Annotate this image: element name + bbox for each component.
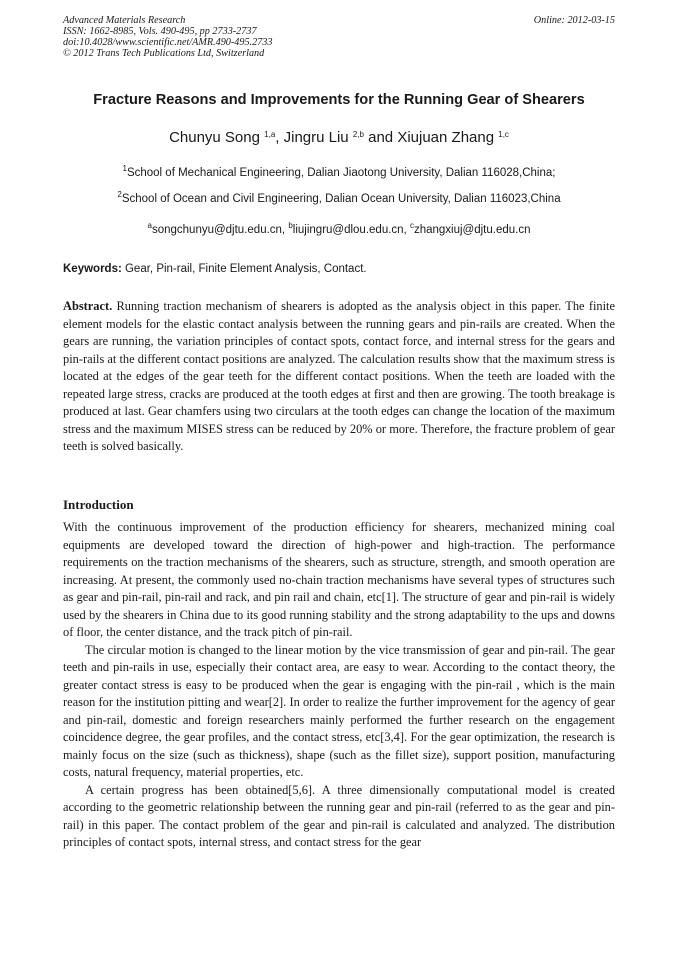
page-header: [63, 15, 615, 59]
author-affil-mark: 1,c: [498, 130, 509, 139]
email-link[interactable]: liujingru@dlou.edu.cn,: [292, 224, 410, 236]
affiliation-mark: 1: [122, 164, 127, 173]
doi-line: doi:10.4028/www.scientific.net/AMR.490-495.2733: [63, 37, 273, 48]
affiliation-2: [0, 190, 678, 205]
author-affil-mark: 1,a: [264, 130, 276, 139]
paper-title: Fracture Reasons and Improvements for the Running Gear of Shearers: [93, 92, 585, 108]
keywords-label: Keywords:: [63, 263, 122, 275]
email-mark: a: [147, 221, 152, 230]
affiliation-mark: 2: [117, 190, 122, 199]
email-mark: b: [288, 221, 293, 230]
author-name: Xiujuan Zhang: [397, 129, 495, 146]
email-list: [0, 221, 678, 236]
keywords-text: Gear, Pin-rail, Finite Element Analysis, Contact.: [121, 263, 367, 275]
paragraph: The circular motion is changed to the linear motion by the vice transmission of gear and pin-rail. The gear teeth and pin-rails in use, especially their contact area, are easy to wear. According to the contact theory, the greater contact stress is easy to be produced when the gear is engaging with the pin-rail , which is the main reason for the institution pitting and wear[2]. In order to realize the further improvement for the agency of gear and pin-rail, domestic and foreign researchers mainly performed the further research on the engagement coincidence degree, the gear profiles, and the contact stress, etc[3,4]. For the gear optimization, the research is mainly focus on the size (such as thickness), shape (such as the fillet size), support position, manufacturing costs, natural frequency, material properties, etc.: [63, 642, 615, 779]
online-date: Online: 2012-03-15: [533, 15, 615, 26]
affiliation-text: School of Ocean and Civil Engineering, Dalian Ocean University, Dalian 116023,China: [121, 193, 561, 205]
paragraph: A certain progress has been obtained[5,6]. A three dimensionally computational model is created according to the geometric relationship between the running gear and pin-rail (referred to as the gear and pin-rail) in this paper. The contact problem of the gear and pin-rail is calculated and analyzed. The distribution principles of contact spots, internal stress, and contact stress for the gear: [63, 782, 615, 849]
affiliation-1: [0, 164, 678, 179]
email-mark: c: [409, 221, 414, 230]
introduction-section: [63, 519, 615, 852]
paragraph: With the continuous improvement of the production efficiency for shearers, mechanized mining coal equipments are developed toward the direction of high-power and high-traction. The performance requirements on the traction mechanisms of the shearers, such as structure, strength, and smooth operation are increasing. At present, the commonly used no-chain traction mechanisms have several types of structures such as gear and pin-rail, pin-rail and rack, and pin rail and chain, etc[1]. The structure of gear and pin-rail is widely used by the shearers in China due to its good running stability and the strong adaptability to the ups and downs of floor, the center distance, and the track pitch of pin-rail.: [63, 520, 615, 639]
email-link[interactable]: zhangxiuj@djtu.edu.cn: [413, 224, 531, 236]
copyright-line: © 2012 Trans Tech Publications Ltd, Switzerland: [63, 48, 265, 59]
abstract-section: [63, 298, 615, 456]
author-name: Jingru Liu: [283, 129, 349, 146]
email-link[interactable]: songchunyu@djtu.edu.cn,: [151, 224, 289, 236]
author-name: Chunyu Song: [169, 129, 260, 146]
section-heading-introduction: Introduction: [63, 497, 134, 512]
abstract-label: Abstract.: [63, 299, 113, 313]
author-affil-mark: 2,b: [352, 130, 364, 139]
author-separator: and: [363, 129, 398, 146]
keywords-line: [63, 263, 615, 275]
affiliation-text: School of Mechanical Engineering, Dalian Jiaotong University, Dalian 116028,China;: [126, 167, 556, 179]
author-separator: ,: [275, 129, 284, 146]
author-list: [0, 129, 678, 146]
journal-name: Advanced Materials Research: [63, 15, 186, 26]
issn-line: ISSN: 1662-8985, Vols. 490-495, pp 2733-2737: [63, 26, 257, 37]
abstract-text: Running traction mechanism of shearers is adopted as the analysis object in this paper. The finite element models for the elastic contact analysis between the running gears and pin-rails are created. When the gears are running, the variation principles of contact spots, contact force, and internal stress for the gears and pin-rails at the different contact positions are analyzed. The calculation results show that the maximum stress is located at the edges of the gear teeth for the different contact positions. When the teeth are loaded with the repeated large stress, cracks are produced at the tooth edges at first and then are growing. The tooth breakage is produced at last. Gear chamfers using two circulars at the tooth edges can change the location of the maximum stress and the maximum MISES stress can be reduced by 20% or more. Therefore, the fracture problem of gear teeth is solved basically.: [63, 299, 615, 453]
